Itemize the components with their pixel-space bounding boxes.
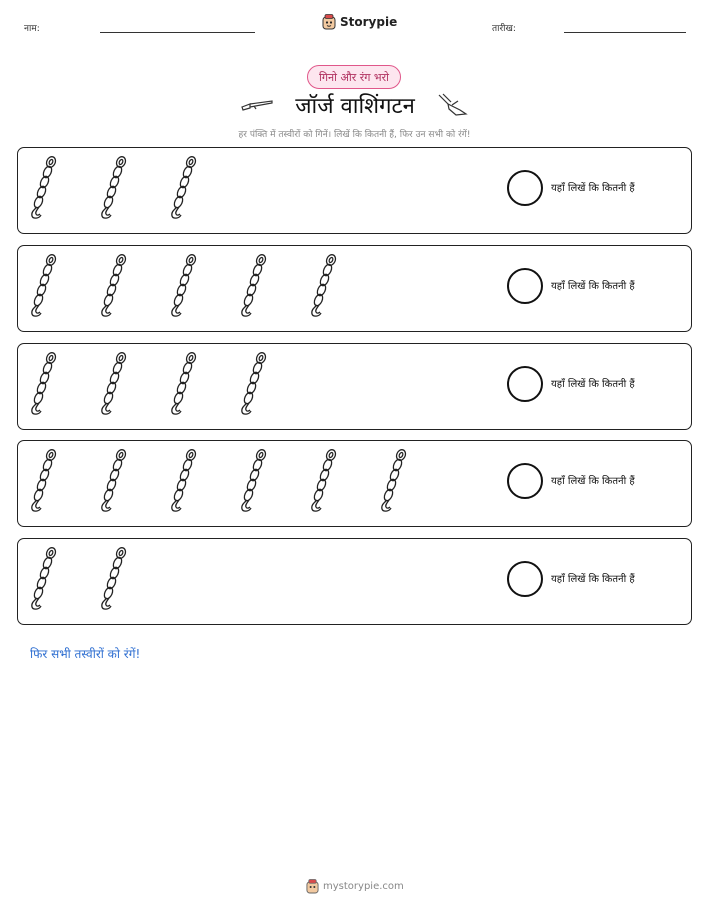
chain-icon	[168, 254, 198, 318]
answer-circle[interactable]	[507, 268, 543, 304]
chain-icon	[98, 449, 128, 513]
chain-icon	[238, 254, 268, 318]
site-url[interactable]: mystorypie.com	[323, 881, 404, 892]
plow-icon	[436, 92, 470, 118]
chain-icon	[28, 156, 58, 220]
name-write-line[interactable]	[100, 32, 255, 33]
chain-icon	[378, 449, 408, 513]
date-write-line[interactable]	[564, 32, 686, 33]
chain-icon	[168, 352, 198, 416]
date-label: तारीख:	[492, 24, 516, 34]
chain-icon	[238, 449, 268, 513]
write-hint: यहाँ लिखें कि कितनी हैं	[551, 574, 635, 585]
count-row-4	[17, 440, 692, 527]
musket-icon	[240, 96, 274, 112]
answer-circle[interactable]	[507, 561, 543, 597]
storypie-mascot-icon	[306, 879, 319, 894]
chain-icon	[168, 156, 198, 220]
brand-name: Storypie	[340, 15, 398, 29]
chain-icon	[28, 254, 58, 318]
instructions: हर पंक्ति में तस्वीरों को गिनें। लिखें कि कितनी हैं, फिर उन सभी को रंगें!	[238, 130, 471, 140]
chain-icon	[308, 449, 338, 513]
chain-icon	[98, 254, 128, 318]
chain-icon	[98, 547, 128, 611]
page-title: जॉर्ज वाशिंगटन	[295, 94, 415, 119]
closing-instruction: फिर सभी तस्वीरों को रंगें!	[30, 647, 141, 661]
answer-circle[interactable]	[507, 170, 543, 206]
count-row-1	[17, 147, 692, 234]
name-label: नाम:	[24, 24, 40, 34]
count-row-5	[17, 538, 692, 625]
worksheet-tag: गिनो और रंग भरो	[307, 65, 401, 89]
chain-icon	[28, 547, 58, 611]
write-hint: यहाँ लिखें कि कितनी हैं	[551, 476, 635, 487]
chain-icon	[98, 156, 128, 220]
chain-icon	[168, 449, 198, 513]
answer-circle[interactable]	[507, 463, 543, 499]
count-row-2	[17, 245, 692, 332]
chain-icon	[98, 352, 128, 416]
storypie-brand	[322, 14, 397, 30]
chain-icon	[28, 449, 58, 513]
chain-icon	[238, 352, 268, 416]
count-row-3	[17, 343, 692, 430]
write-hint: यहाँ लिखें कि कितनी हैं	[551, 183, 635, 194]
storypie-mascot-icon	[322, 14, 336, 30]
chain-icon	[28, 352, 58, 416]
site-footer	[306, 879, 404, 894]
write-hint: यहाँ लिखें कि कितनी हैं	[551, 379, 635, 390]
chain-icon	[308, 254, 338, 318]
answer-circle[interactable]	[507, 366, 543, 402]
write-hint: यहाँ लिखें कि कितनी हैं	[551, 281, 635, 292]
